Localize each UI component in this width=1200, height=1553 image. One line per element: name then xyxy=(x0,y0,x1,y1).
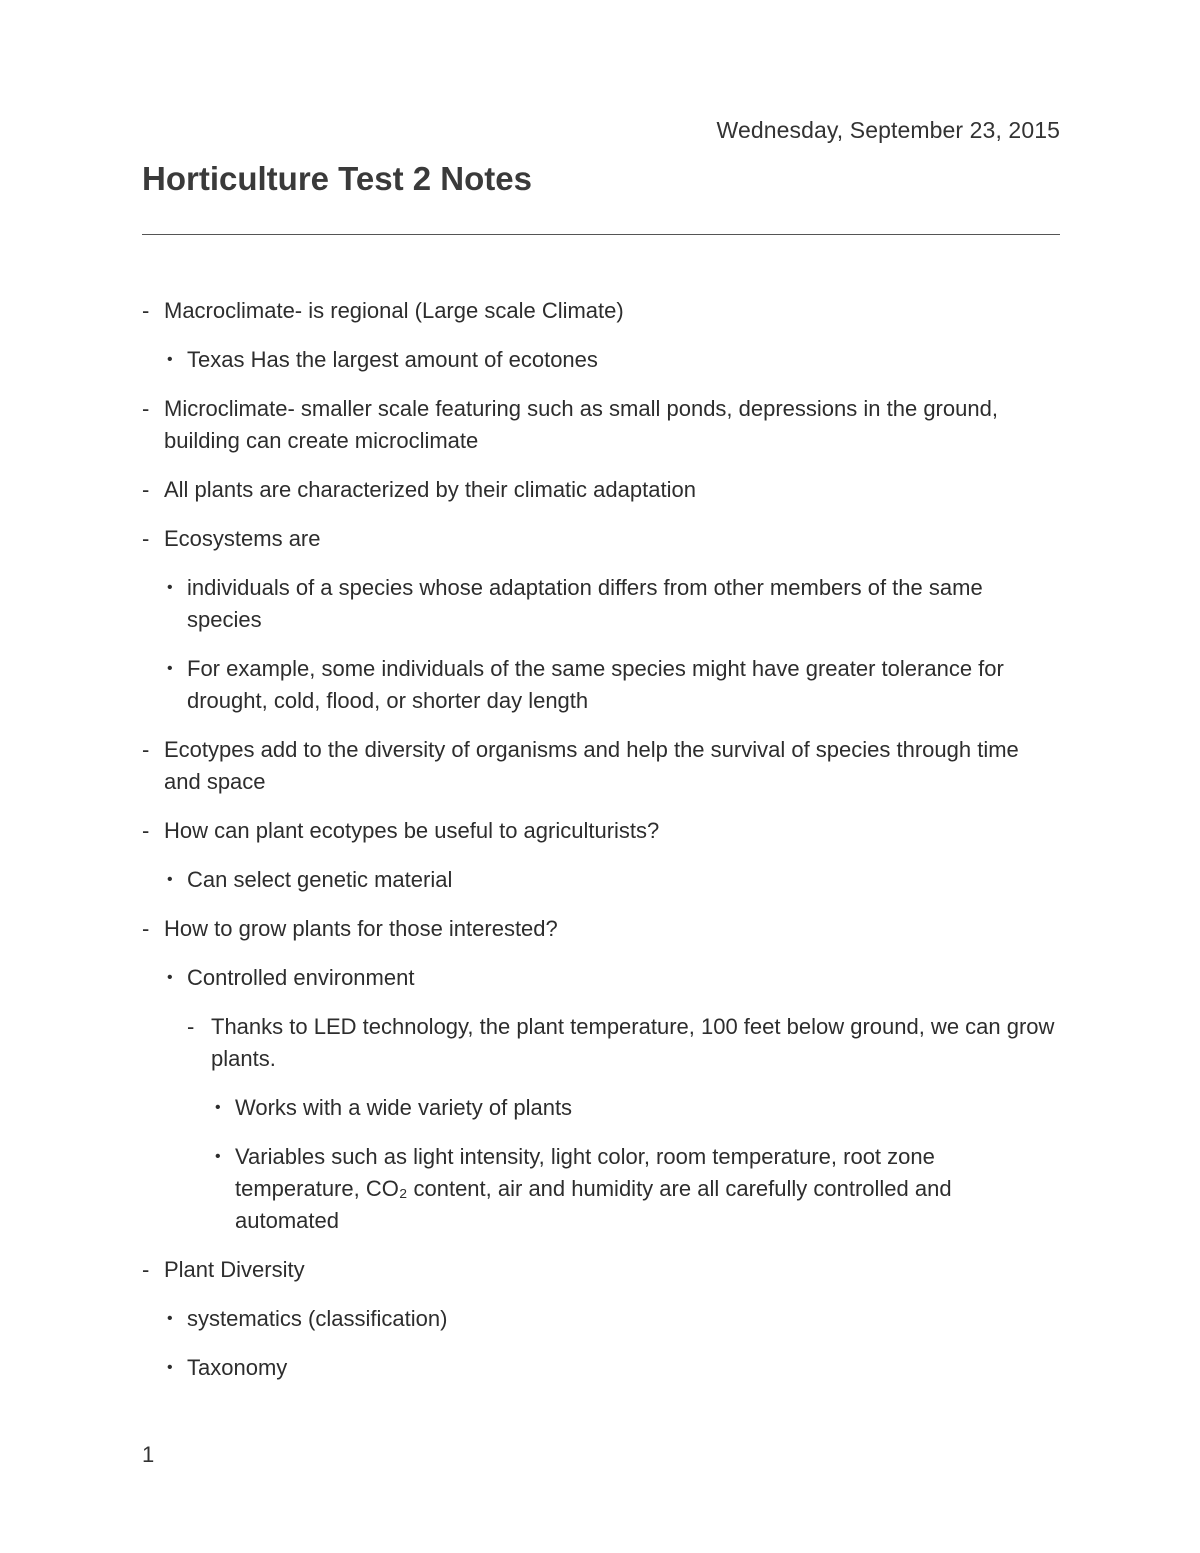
note-text: Ecosystems are xyxy=(164,526,321,551)
note-item-level-1 xyxy=(142,734,1060,798)
note-item-level-2 xyxy=(142,1303,1060,1335)
note-text: Macroclimate- is regional (Large scale Climate) xyxy=(164,298,624,323)
note-text: systematics (classification) xyxy=(187,1306,448,1331)
bullet-dash-icon: - xyxy=(187,1014,195,1039)
bullet-dot-icon: • xyxy=(167,1359,173,1376)
bullet-dot-icon: • xyxy=(167,660,173,677)
bullet-dash-icon: - xyxy=(142,1257,150,1282)
note-text: For example, some individuals of the same species might have greater tolerance for drought, cold, flood, or shorter day length xyxy=(187,656,1004,713)
note-item-level-1 xyxy=(142,815,1060,847)
note-text: Thanks to LED technology, the plant temperature, 100 feet below ground, we can grow plants. xyxy=(211,1014,1055,1071)
note-text: Ecotypes add to the diversity of organisms and help the survival of species through time and space xyxy=(164,737,1019,794)
note-item-level-4 xyxy=(142,1092,1060,1124)
page-number: 1 xyxy=(142,1442,155,1467)
bullet-dot-icon: • xyxy=(167,1310,173,1327)
bullet-dot-icon: • xyxy=(215,1148,221,1165)
note-item-level-3 xyxy=(142,1011,1060,1075)
bullet-dash-icon: - xyxy=(142,737,150,762)
note-text: Plant Diversity xyxy=(164,1257,305,1282)
note-item-level-2 xyxy=(142,653,1060,717)
bullet-dot-icon: • xyxy=(167,351,173,368)
bullet-dot-icon: • xyxy=(215,1099,221,1116)
bullet-dot-icon: • xyxy=(167,969,173,986)
note-item-level-1 xyxy=(142,1254,1060,1286)
note-text: Variables such as light intensity, light color, room temperature, root zone temperature, CO₂ content, air and humidity are all carefully controlled and automated xyxy=(235,1144,952,1233)
note-item-level-2 xyxy=(142,572,1060,636)
note-item-level-2 xyxy=(142,962,1060,994)
bullet-dot-icon: • xyxy=(167,579,173,596)
note-item-level-1 xyxy=(142,393,1060,457)
bullet-dash-icon: - xyxy=(142,916,150,941)
note-text: Texas Has the largest amount of ecotones xyxy=(187,347,598,372)
note-item-level-4 xyxy=(142,1141,1060,1237)
note-item-level-2 xyxy=(142,864,1060,896)
bullet-dash-icon: - xyxy=(142,526,150,551)
note-text: individuals of a species whose adaptation differs from other members of the same species xyxy=(187,575,983,632)
note-item-level-1 xyxy=(142,474,1060,506)
note-item-level-2 xyxy=(142,1352,1060,1384)
note-text: How to grow plants for those interested? xyxy=(164,916,558,941)
note-item-level-1 xyxy=(142,913,1060,945)
title-divider xyxy=(142,234,1060,235)
note-text: Can select genetic material xyxy=(187,867,453,892)
bullet-dash-icon: - xyxy=(142,818,150,843)
bullet-dot-icon: • xyxy=(167,871,173,888)
document-title: Horticulture Test 2 Notes xyxy=(142,160,532,197)
note-item-level-1 xyxy=(142,295,1060,327)
note-item-level-2 xyxy=(142,344,1060,376)
bullet-dash-icon: - xyxy=(142,298,150,323)
document-date: Wednesday, September 23, 2015 xyxy=(716,117,1060,143)
note-text: Controlled environment xyxy=(187,965,415,990)
notes-list xyxy=(142,295,1060,1401)
note-text: Microclimate- smaller scale featuring such as small ponds, depressions in the ground, building can create microclimate xyxy=(164,396,998,453)
note-text: How can plant ecotypes be useful to agriculturists? xyxy=(164,818,660,843)
bullet-dash-icon: - xyxy=(142,477,150,502)
note-item-level-1 xyxy=(142,523,1060,555)
note-text: Taxonomy xyxy=(187,1355,288,1380)
bullet-dash-icon: - xyxy=(142,396,150,421)
note-text: All plants are characterized by their climatic adaptation xyxy=(164,477,696,502)
note-text: Works with a wide variety of plants xyxy=(235,1095,573,1120)
